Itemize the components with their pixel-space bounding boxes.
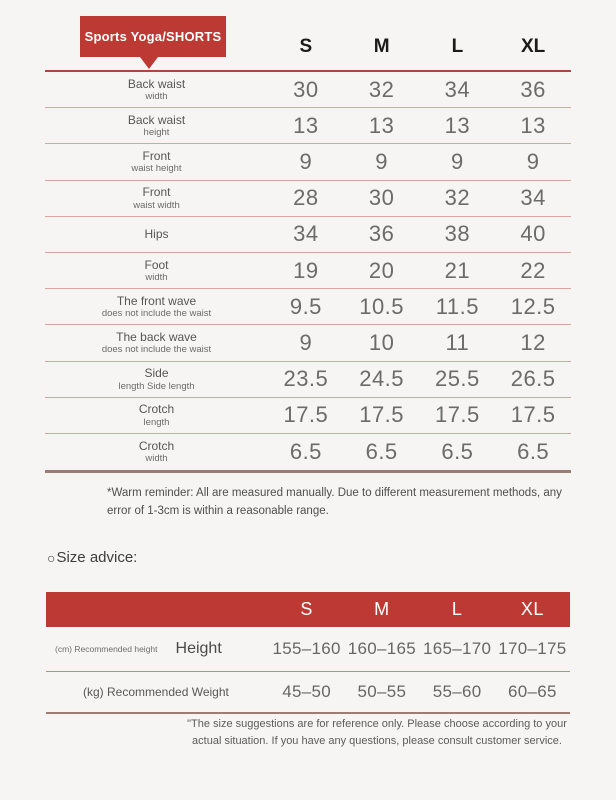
cell-value: 34	[444, 76, 471, 102]
cell-value: 6.5	[365, 438, 398, 464]
advice-row-weight	[46, 672, 570, 712]
cell-value: 170–175	[498, 639, 567, 658]
advice-column-header-m: M	[374, 599, 390, 619]
cell-value: 24.5	[359, 366, 405, 392]
table-row-front-waist-width	[45, 181, 571, 217]
advice-column-header-xl: XL	[520, 599, 544, 619]
cell-value: 30	[293, 76, 319, 102]
row-label: Side length Side length	[118, 366, 195, 392]
size-advice-heading	[47, 549, 137, 566]
column-header-s: S	[299, 36, 313, 57]
cell-value: 13	[293, 112, 319, 138]
cell-value: 165–170	[422, 639, 492, 658]
cell-value: 17.5	[434, 402, 480, 428]
measurement-table	[45, 70, 571, 473]
cell-value: 50–55	[357, 682, 407, 701]
row-label: Back waist width	[127, 76, 186, 103]
table-row-front-waist-height	[45, 144, 571, 180]
row-label: Crotch width	[138, 439, 175, 465]
cell-value: 17.5	[359, 402, 405, 428]
cell-value: 26.5	[510, 366, 556, 392]
advice-header-bar	[46, 592, 570, 627]
cell-value: 9	[375, 148, 388, 174]
cell-value: 9	[451, 148, 464, 174]
advice-table	[46, 627, 570, 714]
row-label: Front waist height	[131, 149, 182, 175]
cell-value: 55–60	[432, 682, 482, 701]
cell-value: 34	[293, 221, 319, 247]
circle-icon: ○	[47, 549, 56, 566]
advice-row-height	[46, 627, 570, 672]
cell-value: 155–160	[272, 639, 341, 658]
cell-value: 13	[444, 112, 471, 138]
cell-value: 19	[293, 257, 319, 283]
cell-value: 13	[368, 112, 395, 138]
cell-value: 25.5	[434, 366, 480, 392]
cell-value: 10	[368, 329, 395, 355]
cell-value: 23.5	[283, 366, 329, 392]
row-label: Hips	[144, 227, 169, 242]
column-header-m: M	[373, 36, 390, 57]
cell-value: 6.5	[289, 438, 322, 464]
cell-value: 45–50	[282, 682, 332, 701]
cell-value: 12.5	[510, 293, 556, 319]
cell-value: 17.5	[510, 402, 556, 428]
advice-column-header-s: S	[300, 599, 313, 619]
row-label: The front wave does not include the waist	[101, 293, 212, 320]
table-row-crotch-length	[45, 398, 571, 434]
cell-value: 6.5	[517, 438, 550, 464]
table-row-side-length	[45, 362, 571, 398]
column-header-xl: XL	[520, 36, 546, 57]
row-label	[46, 640, 269, 658]
cell-value: 11	[445, 329, 470, 355]
table-row-back-waist-width	[45, 72, 571, 108]
row-label: Back waist height	[127, 112, 186, 139]
cell-value: 21	[444, 257, 471, 283]
cell-value: 34	[520, 185, 546, 211]
table-row-crotch-width	[45, 434, 571, 470]
unit-note: (cm) Recommended height	[55, 644, 158, 654]
height-label: Height	[175, 640, 222, 657]
cell-value: 13	[520, 112, 546, 138]
size-column-header-row	[45, 28, 571, 66]
table-row-foot-width	[45, 253, 571, 289]
row-label: The back wave does not include the waist	[101, 330, 212, 356]
size-advice-heading-label: Size advice:	[56, 549, 138, 566]
cell-value: 40	[520, 221, 546, 247]
cell-value: 20	[368, 257, 395, 283]
cell-value: 9	[526, 148, 540, 174]
cell-value: 38	[444, 221, 471, 247]
size-advice-disclaimer: "The size suggestions are for reference only. Please choose according to your actual situation. If you have any questions, please consult customer service.	[187, 718, 567, 748]
cell-value: 160–165	[347, 639, 417, 658]
row-label: Front waist width	[133, 185, 180, 211]
weight-label: (kg) Recommended Weight	[83, 685, 229, 699]
column-header-l: L	[451, 36, 464, 57]
cell-value: 9	[299, 148, 313, 174]
warm-reminder-note: *Warm reminder: All are measured manually. Due to different measurement methods, any error of 1-3cm is within a reasonable range.	[107, 487, 562, 517]
cell-value: 17.5	[283, 402, 329, 428]
table-row-front-wave	[45, 289, 571, 325]
advice-column-header-l: L	[451, 599, 463, 619]
cell-value: 22	[520, 257, 546, 283]
cell-value: 30	[368, 185, 395, 211]
product-title-label: Sports Yoga/SHORTS	[84, 29, 222, 44]
cell-value: 10.5	[359, 293, 405, 319]
table-row-back-wave	[45, 325, 571, 361]
cell-value: 28	[293, 185, 319, 211]
cell-value: 32	[444, 185, 471, 211]
row-label: Foot width	[144, 257, 169, 284]
cell-value: 36	[368, 221, 395, 247]
table-row-back-waist-height	[45, 108, 571, 144]
cell-value: 9	[299, 329, 313, 355]
cell-value: 60–65	[507, 682, 557, 701]
cell-value: 32	[368, 76, 395, 102]
row-label: Crotch length	[138, 402, 175, 428]
cell-value: 36	[520, 76, 546, 102]
cell-value: 6.5	[441, 438, 474, 464]
cell-value: 9.5	[289, 293, 322, 319]
table-row-hips	[45, 217, 571, 253]
cell-value: 12	[520, 329, 546, 355]
cell-value: 11.5	[435, 293, 479, 319]
